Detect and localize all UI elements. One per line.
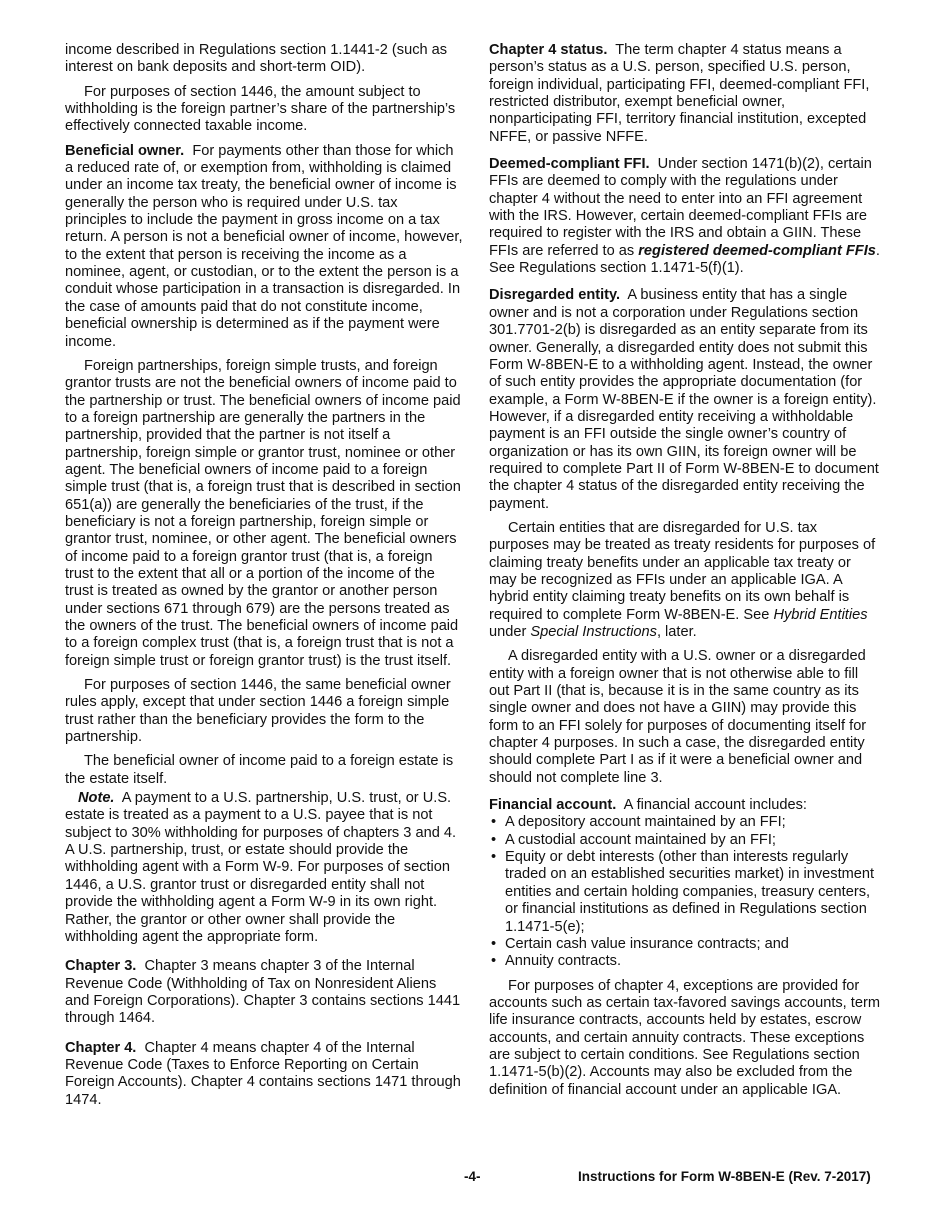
bullet-icon: • [491,831,497,848]
bullet-icon: • [491,814,497,831]
paragraph-chapter-4-status [489,42,881,146]
list-item [489,814,881,831]
list-item-text: Certain cash value insurance contracts; and [505,935,789,952]
page-number: -4- [464,1169,481,1184]
paragraph-chapter-3 [65,958,463,1027]
heading-financial-account: Financial account. [489,797,617,814]
paragraph-section-1446-amount: For purposes of section 1446, the amount subject to withholding is the foreign partner’s share of the partnership’s effectively connected taxable income. [65,83,456,135]
financial-account-list [489,814,881,970]
paragraph-income-described: income described in Regulations section 1.1441-2 (such as interest on bank deposits and short-term OID). [65,42,448,76]
paragraph-note [65,790,463,946]
list-item-text: A custodial account maintained by an FFI; [505,831,776,848]
footer-form-title: Instructions for Form W-8BEN-E (Rev. 7-2017) [578,1169,871,1184]
bullet-icon: • [491,935,497,952]
paragraph-disregarded-us-owner: A disregarded entity with a U.S. owner or a disregarded entity with a foreign owner that is not otherwise able to fill out Part II (that is, because it is in the same country as its single owner and does not have a GIIN) may provide this form to an FFI solely for purposes of documenting itself for chapter 4 purposes. In such a case, the disregarded entity should complete Part I as if it were a beneficial owner and should not complete line 3. [489,648,867,786]
list-item-text: Annuity contracts. [505,953,621,970]
deemed-compliant-text: Under section 1471(b)(2), certain FFIs are deemed to comply with the regulations under chapter 4 without the need to enter into an FFI agreement with the IRS. However, certain deemed-compliant FFIs are required to register with the IRS and obtain a GIIN. These FFIs are referred to as [489,156,872,259]
deemed-compliant-text-after: . See Regulations section 1.1471-5(f)(1). [489,242,880,277]
bullet-icon: • [491,849,497,866]
chapter-3-text: Chapter 3 means chapter 3 of the Internal Revenue Code (Withholding of Tax on Nonresident Aliens and Foreign Corporations). Chapter 3 contains sections 1441 through 1464. [65,958,461,1027]
heading-chapter-4-status: Chapter 4 status. [489,42,608,58]
special-instructions-ref: Special Instructions [530,624,657,640]
note-label: Note. [78,790,115,807]
paragraph-certain-entities [489,520,881,641]
left-column [65,42,463,1116]
chapter-4-status-text: The term chapter 4 status means a person’s status as a U.S. person, specified U.S. person, foreign individual, participating FFI, deemed-compliant FFI, restricted distributor, exempt beneficial owner, nonparticipating FFI, territory financial institution, excepted NFFE, or passive NFFE. [489,42,870,145]
list-item [489,936,881,953]
disregarded-entity-text: A business entity that has a single owner and is not a corporation under Regulations section 301.7701-2(b) is disregarded as an entity separate from its owner. Generally, a disregarded entity does not submit this Form W-8BEN-E to a withholding agent. Instead, the owner of such entity provides the appropriate documentation (for example, a Form W-8BEN-E if the owner is a foreign entity). However, if a disregarded entity receiving a withholdable payment is an FFI outside the single owner’s country of organization or has its own GIIN, its foreign owner will be required to complete Part II of Form W-8BEN-E to document the chapter 4 status of the disregarded entity receiving the payment. [489,287,879,512]
paragraph-exceptions: For purposes of chapter 4, exceptions are provided for accounts such as certain tax-favored savings accounts, term life insurance contracts, accounts held by estates, escrow accounts, and certain annuity contracts. These exceptions are subject to certain conditions. See Regulations section 1.1471-5(b)(2). Accounts may also be excluded from the definition of financial account under an applicable IGA. [489,977,880,1098]
certain-entities-under: under [489,624,527,640]
paragraph-chapter-4 [65,1040,463,1109]
list-item [489,849,881,936]
heading-beneficial-owner: Beneficial owner. [65,142,185,159]
heading-chapter-3: Chapter 3. [65,958,137,975]
certain-entities-after: , later. [656,624,697,640]
paragraph-section-1446-rules: For purposes of section 1446, the same beneficial owner rules apply, except that under section 1446 a foreign simple trust rather than the beneficiary provides the form to the partnership. [65,677,451,746]
list-item [489,953,881,970]
registered-deemed-compliant-emphasis: registered deemed-compliant FFIs [638,242,876,259]
hybrid-entities-ref: Hybrid Entities [773,606,868,623]
paragraph-disregarded-entity [489,287,881,512]
chapter-4-text: Chapter 4 means chapter 4 of the Internal Revenue Code (Taxes to Enforce Reporting on Certain Foreign Accounts). Chapter 4 contains sections 1471 through 1474. [65,1039,461,1108]
beneficial-owner-text: For payments other than those for which a reduced rate of, or exemption from, withholding is claimed under an income tax treaty, the beneficial owner of income is generally the person who is required under U.S. tax principles to include the payment in gross income on a tax return. A person is not a beneficial owner of income, however, to the extent that person is receiving the income as a nominee, agent, or custodian, or to the extent the person is a conduit whose participation in a transaction is disregarded. In the case of amounts paid that do not constitute income, beneficial ownership is determined as if the payment were income. [65,142,463,350]
heading-deemed-compliant-ffi: Deemed-compliant FFI. [489,156,650,173]
certain-entities-text: Certain entities that are disregarded for U.S. tax purposes may be treated as treaty residents for purposes of claiming treaty benefits under an applicable tax treaty or may be recognized as FFIs under an applicable IGA. A hybrid entity claiming treaty benefits on its own behalf is required to complete Form W-8BEN-E. See [489,519,876,623]
paragraph-beneficial-owner [65,143,463,351]
paragraph-foreign-estate: The beneficial owner of income paid to a foreign estate is the estate itself. [65,753,454,787]
paragraph-foreign-partnerships: Foreign partnerships, foreign simple trusts, and foreign grantor trusts are not the beneficial owners of income paid to the partnership or trust. The beneficial owners of income paid to a foreign partnership are generally the partners in the partnership, provided that the partner is not itself a partnership, foreign simple or grantor trust, nominee or other agent. The beneficial owners of income paid to a foreign simple trust (that is, a foreign trust that is described in section 651(a)) are generally the beneficiaries of the trust, if the beneficiary is not a foreign partnership, foreign simple or grantor trust, nominee, or other agent. The beneficial owners of income paid to a foreign grantor trust (that is, a foreign trust to the extent that all or a portion of the income of the trust is treated as owned by the grantor or another person under sections 671 through 679) are the persons treated as the owners of the trust. The beneficial owners of income paid to a foreign complex trust (that is, a foreign trust that is not a foreign simple trust or foreign grantor trust) is the trust itself. [65,357,461,669]
paragraph-financial-account [489,797,881,814]
right-column [489,42,881,1106]
heading-chapter-4: Chapter 4. [65,1039,137,1056]
bullet-icon: • [491,953,497,970]
financial-account-text: A financial account includes: [623,797,807,814]
heading-disregarded-entity: Disregarded entity. [489,287,621,304]
paragraph-deemed-compliant-ffi [489,156,881,277]
list-item [489,832,881,849]
note-text: A payment to a U.S. partnership, U.S. trust, or U.S. estate is treated as a payment to a U.S. payee that is not subject to 30% withholding for purposes of chapters 3 and 4. A U.S. partnership, trust, or estate should provide the withholding agent with a Form W-9. For purposes of section 1446, a U.S. grantor trust or disregarded entity shall not provide the withholding agent a Form W-9 in its own right. Rather, the grantor or other owner shall provide the withholding agent the appropriate form. [65,790,457,945]
list-item-text: A depository account maintained by an FFI; [505,814,786,831]
list-item-text: Equity or debt interests (other than interests regularly traded on an established securities market) in investment entities and certain holding companies, treasury centers, or financial institutions as defined in Regulations section 1.1471-5(e); [505,849,875,935]
